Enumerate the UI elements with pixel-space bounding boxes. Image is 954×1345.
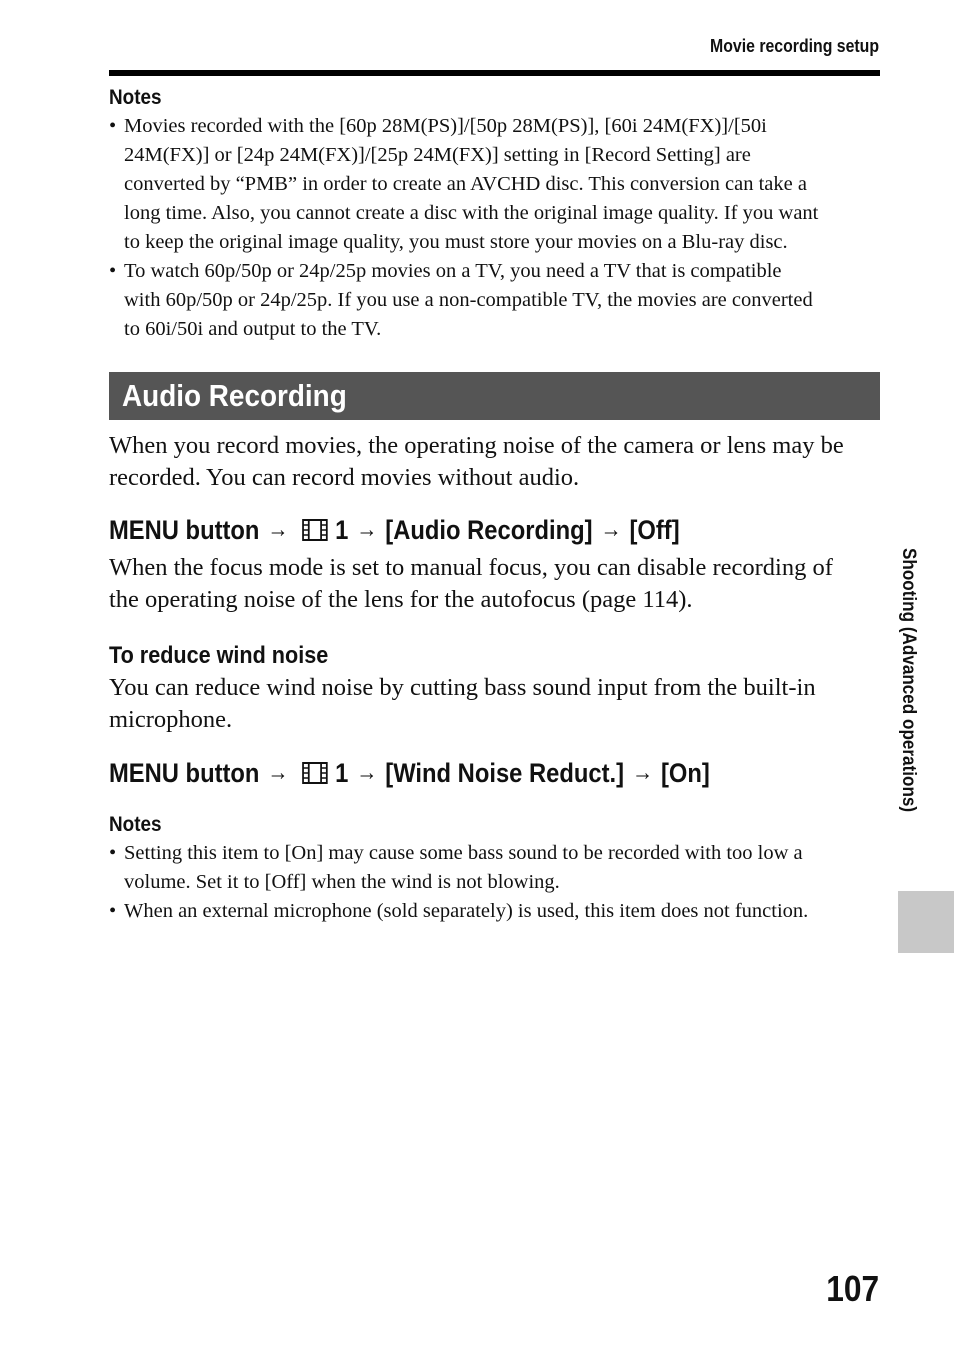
notes-list	[109, 839, 880, 926]
note-line: long time. Also, you cannot create a disc with the original image quality. If you want	[124, 202, 819, 224]
film-icon	[302, 518, 328, 542]
wind-noise-heading: To reduce wind noise	[109, 642, 329, 669]
note-line: with 60p/50p or 24p/25p. If you use a non-compatible TV, the movies are converted	[124, 289, 813, 311]
audio-recording-description	[109, 552, 880, 616]
intro-paragraph	[109, 430, 880, 494]
note-line: Movies recorded with the [60p 28M(PS)]/[50p 28M(PS)], [60i 24M(FX)]/[50i	[124, 115, 767, 137]
menu-tab-number: 1	[335, 514, 349, 545]
notes-label: Notes	[109, 813, 162, 836]
description-line: the operating noise of the lens for the autofocus (page 114).	[109, 586, 693, 613]
note-item	[109, 257, 880, 344]
arrow-icon: →	[356, 516, 378, 543]
menu-value-label: [On]	[660, 757, 710, 788]
menu-item-label: [Audio Recording]	[385, 514, 593, 545]
menu-path-wind-noise	[109, 755, 787, 791]
bullet: •	[109, 900, 117, 922]
note-line: Setting this item to [On] may cause some bass sound to be recorded with too low a	[124, 842, 803, 864]
arrow-icon: →	[356, 759, 378, 786]
intro-line: recorded. You can record movies without audio.	[109, 464, 580, 491]
note-line: volume. Set it to [Off] when the wind is not blowing.	[124, 871, 560, 893]
note-line: to keep the original image quality, you must store your movies on a Blu-ray disc.	[124, 231, 788, 253]
bullet: •	[109, 260, 117, 282]
menu-item-label: [Wind Noise Reduct.]	[385, 757, 625, 788]
menu-button-label: MENU button	[109, 514, 260, 545]
header-rule	[109, 70, 880, 76]
wind-line: microphone.	[109, 706, 233, 733]
section-title: Audio Recording	[122, 378, 347, 413]
arrow-icon: →	[600, 516, 622, 543]
note-item	[109, 897, 880, 926]
menu-tab-number: 1	[335, 757, 349, 788]
side-tab	[897, 548, 929, 878]
arrow-icon: →	[631, 759, 654, 786]
arrow-icon: →	[267, 516, 289, 543]
side-tab-marker	[898, 891, 954, 953]
menu-path-audio-recording	[109, 512, 787, 548]
page-content	[109, 86, 880, 926]
wind-line: You can reduce wind noise by cutting bass sound input from the built-in	[109, 674, 816, 701]
note-item	[109, 112, 880, 257]
bullet: •	[109, 115, 117, 137]
intro-line: When you record movies, the operating noise of the camera or lens may be	[109, 432, 844, 459]
side-tab-label: Shooting (Advanced operations)	[898, 548, 919, 813]
menu-value-label: [Off]	[629, 514, 680, 545]
film-icon	[302, 761, 328, 785]
note-line: to 60i/50i and output to the TV.	[124, 318, 382, 340]
menu-button-label: MENU button	[109, 757, 260, 788]
notes-label: Notes	[109, 86, 162, 109]
note-line: 24M(FX)] or [24p 24M(FX)]/[25p 24M(FX)] setting in [Record Setting] are	[124, 144, 751, 166]
running-head: Movie recording setup	[709, 36, 879, 56]
arrow-icon: →	[267, 759, 289, 786]
note-line: When an external microphone (sold separately) is used, this item does not function.	[124, 900, 809, 922]
note-item	[109, 839, 880, 897]
section-heading-bar	[109, 372, 880, 420]
note-line: converted by “PMB” in order to create an AVCHD disc. This conversion can take a	[124, 173, 807, 195]
description-line: When the focus mode is set to manual focus, you can disable recording of	[109, 554, 833, 581]
note-line: To watch 60p/50p or 24p/25p movies on a TV, you need a TV that is compatible	[124, 260, 782, 282]
wind-noise-paragraph	[109, 672, 880, 736]
notes-list	[109, 112, 880, 344]
page-number: 107	[826, 1268, 879, 1309]
bullet: •	[109, 842, 117, 864]
